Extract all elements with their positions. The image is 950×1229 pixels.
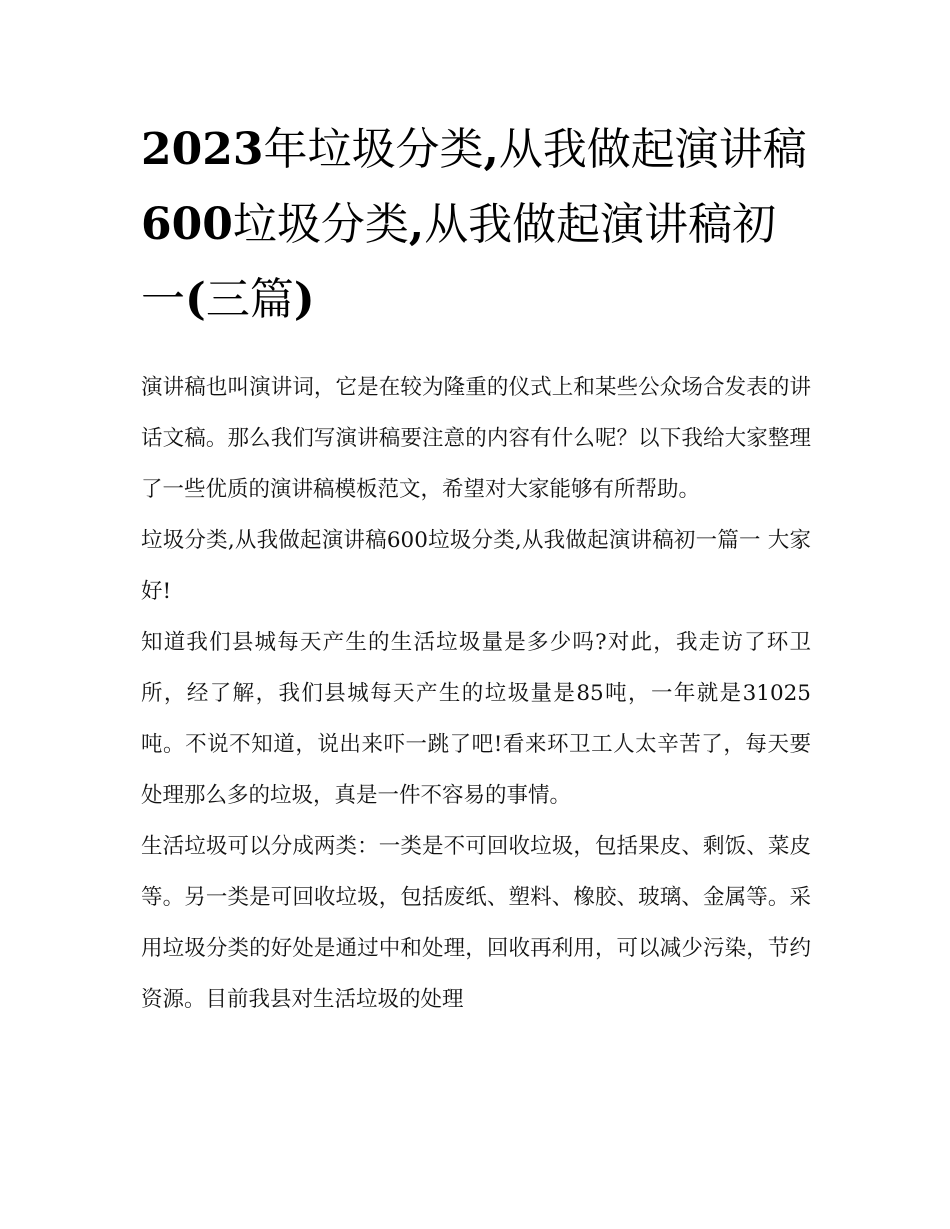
title-segment: 从我做起演讲稿 — [498, 124, 807, 175]
title-segment: 600 — [141, 199, 233, 250]
body-paragraph: 知道我们县城每天产生的生活垃圾量是多少吗?对此，我走访了环卫所，经了解，我们县城每天产生的垃圾量是85吨，一年就是31025吨。不说不知道，说出来吓一跳了吧!看来环卫工人太辛苦了，每天要处理那么多的垃圾，真是一件不容易的事情。 — [141, 630, 811, 808]
document-title — [141, 112, 811, 337]
title-segment: 从我做起演讲稿初一 — [141, 199, 777, 325]
title-segment: , — [483, 124, 499, 175]
document-content — [141, 112, 811, 1025]
title-segment: 垃圾分类 — [232, 199, 409, 250]
title-segment: ) — [293, 274, 315, 325]
title-segment: , — [408, 199, 425, 250]
body-paragraph: 生活垃圾可以分成两类：一类是不可回收垃圾，包括果皮、剩饭、菜皮等。另一类是可回收垃圾，包括废纸、塑料、橡胶、玻璃、金属等。采用垃圾分类的好处是通过中和处理，回收再利用，可以减少污染，节约资源。目前我县对生活垃圾的处理 — [141, 834, 811, 1012]
body-paragraph: 演讲稿也叫演讲词，它是在较为隆重的仪式上和某些公众场合发表的讲话文稿。那么我们写演讲稿要注意的内容有什么呢？以下我给大家整理了一些优质的演讲稿模板范文，希望对大家能够有所帮助。 — [141, 375, 811, 502]
title-segment: ( — [185, 274, 206, 325]
body-paragraph: 垃圾分类,从我做起演讲稿600垃圾分类,从我做起演讲稿初一篇一 大家好! — [141, 528, 811, 604]
title-segment: 年垃圾分类 — [263, 124, 484, 175]
title-segment: 2023 — [141, 124, 264, 175]
title-segment: 三篇 — [205, 274, 294, 325]
document-body — [141, 362, 811, 1025]
